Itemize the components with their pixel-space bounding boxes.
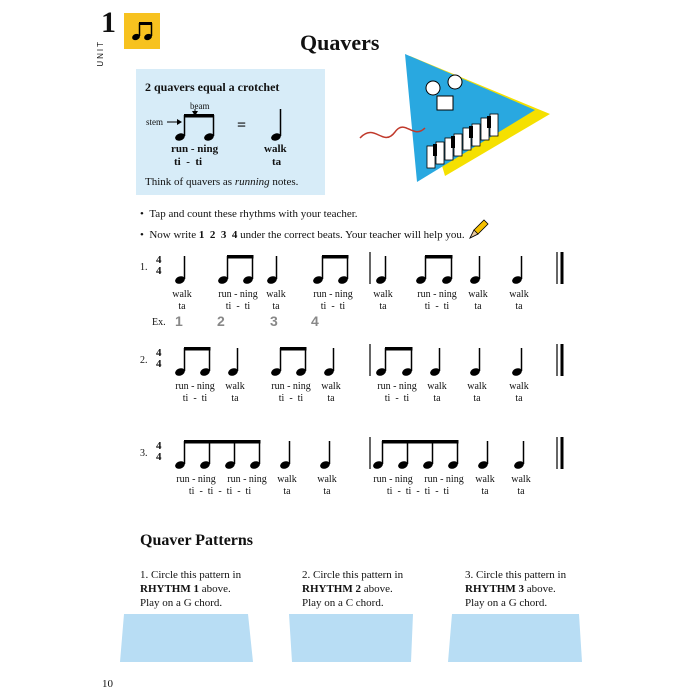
rhythm-word: walk (509, 381, 529, 392)
rhythm-word: walk (511, 474, 531, 485)
pattern-2-rhythm: RHYTHM 2 (302, 583, 361, 595)
rhythm-syllable: ta (473, 393, 481, 404)
rhythm-syllable: ta (231, 393, 239, 404)
bullet: • (140, 229, 144, 241)
rhythm-word: run - ning (175, 381, 215, 392)
rhythm-word: walk (373, 289, 393, 300)
pattern-1-line3: Play on a G chord. (140, 597, 223, 609)
example-number-4: 4 (311, 313, 319, 329)
equals-sign: = (237, 117, 247, 134)
timesig-bottom: 4 (156, 358, 162, 370)
rhythm-word: walk (427, 381, 447, 392)
pattern-2-above: above. (360, 583, 393, 595)
rhythm-syllable: ta (178, 301, 186, 312)
rhythm-syllable: ti - ti (278, 393, 304, 404)
rhythm-syllable: ti - ti (424, 301, 450, 312)
rhythm-syllable: ta (481, 486, 489, 497)
rhythm-syllable: ta (517, 486, 525, 497)
pattern-box-1 (120, 614, 253, 662)
pattern-2-line3: Play on a C chord. (302, 597, 384, 609)
rhythm-syllable: ta (323, 486, 331, 497)
pattern-1-rhythm: RHYTHM 1 (140, 583, 199, 595)
pattern-3-line1: 3. Circle this pattern in (465, 569, 567, 581)
rhythm-word: run - ning (424, 474, 464, 485)
instruction-2-a: Now write (149, 229, 199, 241)
rhythm-word: walk (475, 474, 495, 485)
info-note-emph: running (234, 176, 270, 188)
unit-label: UNIT (96, 40, 105, 67)
rhythm-syllable: ta (433, 393, 441, 404)
timesig-bottom: 4 (156, 265, 162, 277)
rhythm-word: run - ning (377, 381, 417, 392)
rhythm-syllable: ta (272, 301, 280, 312)
stem-label: stem (146, 117, 163, 127)
timesig-top: 4 (156, 254, 162, 266)
rhythm-syllable: ta (474, 301, 482, 312)
info-note-a: Think of quavers as (145, 176, 235, 188)
pattern-1-line1: 1. Circle this pattern in (140, 569, 242, 581)
timesig-bottom: 4 (156, 451, 162, 463)
rhythm-word: walk (468, 289, 488, 300)
page-number: 10 (102, 678, 113, 690)
rhythm-syllable: ti - ti (384, 393, 410, 404)
rhythm-word: walk (509, 289, 529, 300)
rhythm-word: run - ning (313, 289, 353, 300)
patterns-title: Quaver Patterns (140, 532, 254, 549)
example-label: Ex. (152, 317, 166, 328)
rhythm-word: walk (172, 289, 192, 300)
bullet: • (140, 208, 144, 220)
pattern-3-line3: Play on a G chord. (465, 597, 548, 609)
rhythm-syllable: ta (515, 393, 523, 404)
rhythm-word: walk (266, 289, 286, 300)
rhythm-word: run - ning (176, 474, 216, 485)
rhythm-syllable: ta (379, 301, 387, 312)
info-left-word-1: run - ning (171, 143, 219, 155)
pattern-box-2 (289, 614, 413, 662)
pattern-3-above: above. (523, 583, 556, 595)
rhythm-word: run - ning (218, 289, 258, 300)
rhythm-word: walk (467, 381, 487, 392)
pattern-3-rhythm: RHYTHM 3 (465, 583, 524, 595)
rhythm-syllable: ti - ti - ti - ti (188, 486, 252, 497)
rhythm-syllable: ti - ti (320, 301, 346, 312)
rhythm-word: run - ning (373, 474, 413, 485)
info-right-word-2: ta (272, 156, 282, 168)
rhythm-1-number: 1. (140, 262, 148, 273)
rhythm-word: walk (277, 474, 297, 485)
pattern-1-above: above. (198, 583, 231, 595)
info-heading: 2 quavers equal a crotchet (145, 80, 280, 94)
rhythm-syllable: ti - ti (225, 301, 251, 312)
rhythm-syllable: ti - ti - ti - ti (386, 486, 450, 497)
rhythm-word: walk (321, 381, 341, 392)
pattern-box-3 (448, 614, 582, 662)
instruction-2-c: under the correct beats. Your teacher will help you. (237, 229, 465, 241)
rhythm-2-number: 2. (140, 355, 148, 366)
info-right-word-1: walk (264, 143, 287, 155)
unit-number: 1 (101, 6, 116, 39)
rhythm-syllable: ta (515, 301, 523, 312)
info-note-c: notes. (269, 176, 299, 188)
instruction-1-text: Tap and count these rhythms with your teacher. (149, 208, 358, 220)
timesig-top: 4 (156, 347, 162, 359)
rhythm-3-number: 3. (140, 448, 148, 459)
beam-label: beam (190, 101, 210, 111)
rhythm-word: walk (225, 381, 245, 392)
rhythm-syllable: ta (283, 486, 291, 497)
page-title: Quavers (300, 30, 380, 55)
example-number-1: 1 (175, 313, 183, 329)
timesig-top: 4 (156, 440, 162, 452)
example-number-2: 2 (217, 313, 225, 329)
rhythm-syllable: ti - ti (182, 393, 208, 404)
rhythm-word: run - ning (271, 381, 311, 392)
rhythm-syllable: ta (327, 393, 335, 404)
rhythm-word: run - ning (227, 474, 267, 485)
instruction-2-beats: 1 2 3 4 (198, 229, 238, 241)
rhythm-word: walk (317, 474, 337, 485)
rhythm-word: run - ning (417, 289, 457, 300)
pattern-2-line1: 2. Circle this pattern in (302, 569, 404, 581)
info-left-word-2: ti - ti (174, 156, 203, 168)
example-number-3: 3 (270, 313, 278, 329)
